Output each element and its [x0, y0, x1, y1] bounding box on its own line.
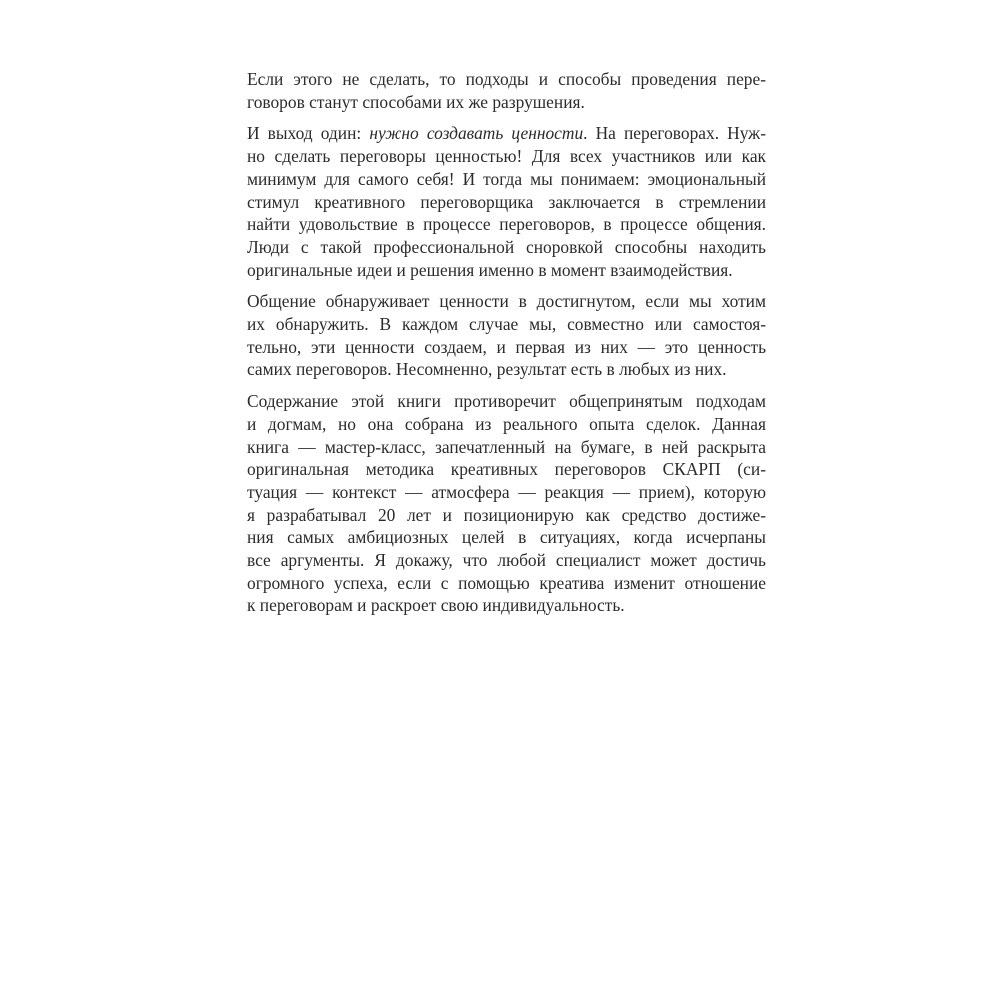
text-segment: тельно, эти ценности создаем, и первая из них — это ценность	[247, 336, 766, 357]
text-line	[247, 504, 766, 527]
text-segment: их обнаружить. В каждом случае мы, совместно или самостоя-	[247, 314, 766, 335]
text-segment: я разрабатывал 20 лет и позиционирую как средство достиже-	[247, 504, 766, 525]
text-line	[247, 213, 766, 236]
text-segment: найти удовольствие в процессе переговоров, в процессе общения.	[247, 214, 766, 235]
body-text	[247, 68, 766, 626]
text-line	[247, 526, 766, 549]
text-line	[247, 91, 766, 114]
text-segment: но сделать переговоры ценностью! Для всех участников или как	[247, 146, 766, 167]
text-segment: огромного успеха, если с помощью креатива изменит отношение	[247, 572, 766, 593]
text-segment: книга — мастер-класс, запечатленный на бумаге, в ней раскрыта	[247, 436, 766, 457]
text-line	[247, 413, 766, 436]
text-segment: ния самых амбициозных целей в ситуациях, когда исчерпаны	[247, 527, 766, 548]
text-line	[247, 436, 766, 459]
text-segment: оригинальные идеи и решения именно в момент взаимодействия.	[247, 259, 733, 280]
text-segment: оригинальная методика креативных переговоров СКАРП (си-	[247, 459, 766, 480]
paragraph	[247, 68, 766, 113]
paragraph	[247, 390, 766, 617]
text-segment: самих переговоров. Несомненно, результат есть в любых из них.	[247, 359, 727, 380]
text-segment: Если этого не сделать, то подходы и способы проведения пере-	[247, 69, 766, 89]
text-segment: Содержание этой книги противоречит общепринятым подходам	[247, 391, 766, 412]
text-line	[247, 549, 766, 572]
text-line	[247, 336, 766, 359]
text-line	[247, 191, 766, 214]
text-segment: И выход один:	[247, 123, 370, 144]
text-line	[247, 168, 766, 191]
text-segment: и догмам, но она собрана из реального опыта сделок. Данная	[247, 413, 766, 434]
text-segment: Общение обнаруживает ценности в достигнутом, если мы хотим	[247, 291, 766, 312]
text-segment: Люди с такой профессиональной сноровкой способны находить	[247, 236, 766, 257]
text-line	[247, 481, 766, 504]
text-line	[247, 358, 766, 381]
paragraph	[247, 290, 766, 381]
text-line	[247, 458, 766, 481]
text-segment: туация — контекст — атмосфера — реакция — прием), которую	[247, 481, 766, 502]
text-line	[247, 145, 766, 168]
text-line	[247, 313, 766, 336]
text-segment: говоров станут способами их же разрушения.	[247, 91, 585, 112]
text-line	[247, 236, 766, 259]
text-line	[247, 594, 766, 617]
text-line	[247, 259, 766, 282]
text-segment: стимул креативного переговорщика заключается в стремлении	[247, 191, 766, 212]
text-line	[247, 122, 766, 145]
text-line	[247, 290, 766, 313]
paragraph	[247, 122, 766, 281]
text-line	[247, 390, 766, 413]
text-segment: минимум для самого себя! И тогда мы понимаем: эмоциональный	[247, 168, 766, 189]
text-segment: к переговорам и раскроет свою индивидуальность.	[247, 595, 625, 616]
text-line	[247, 572, 766, 595]
text-line	[247, 68, 766, 91]
text-segment: . На переговорах. Нуж-	[583, 123, 766, 144]
emphasis-text: нужно создавать ценности	[369, 123, 584, 144]
text-segment: все аргументы. Я докажу, что любой специалист может достичь	[247, 550, 766, 571]
